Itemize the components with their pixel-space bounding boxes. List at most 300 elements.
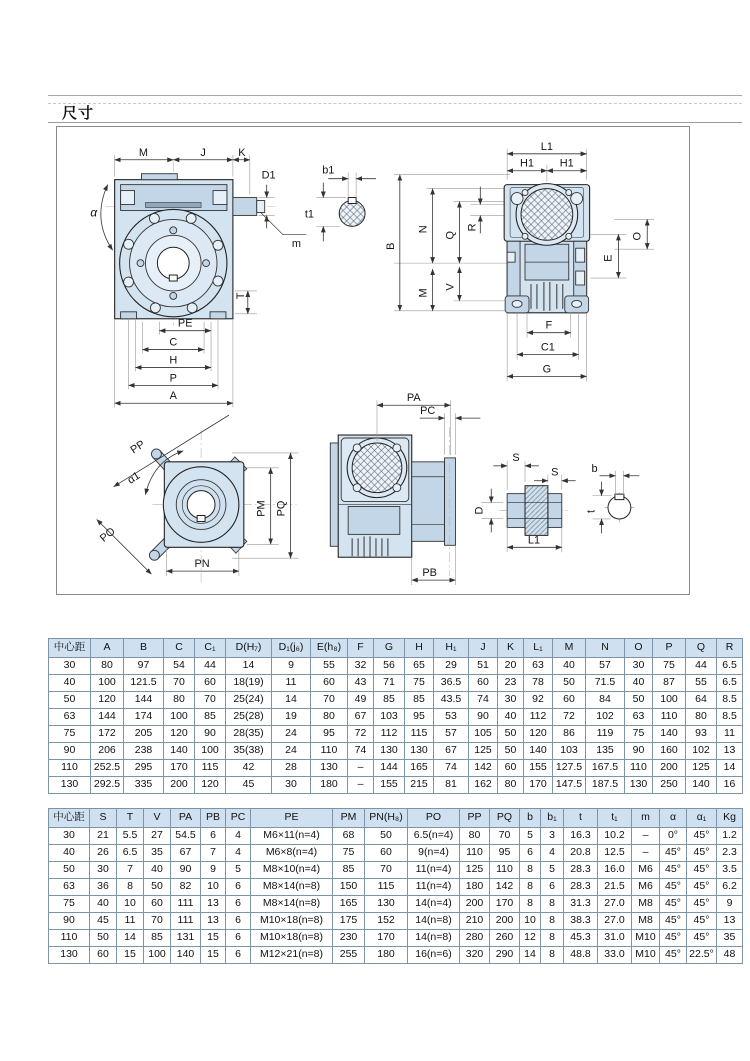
table-cell: – — [632, 828, 660, 845]
table-cell: 295 — [124, 760, 164, 777]
table-cell: 72 — [348, 726, 374, 743]
table-cell: 63 — [49, 879, 90, 896]
column-header: F — [348, 639, 374, 658]
dim-label-b: b — [591, 462, 598, 475]
table-cell: 57 — [434, 726, 469, 743]
table-cell: 45° — [687, 896, 717, 913]
table-cell: 45° — [687, 845, 717, 862]
column-header: α — [660, 809, 687, 828]
height-dimensions — [385, 175, 520, 311]
table-cell: 74 — [348, 743, 374, 760]
keyway-notch — [169, 275, 177, 281]
table-cell: 70 — [365, 862, 408, 879]
table-cell: 120 — [164, 726, 195, 743]
table-cell: 111 — [171, 913, 201, 930]
table-cell: 140 — [171, 947, 201, 964]
table-cell: 11(n=4) — [408, 879, 460, 896]
dim-label-D: D — [473, 506, 486, 515]
column-header: A — [91, 639, 124, 658]
table-cell: 90 — [49, 913, 90, 930]
table-cell: 165 — [405, 760, 434, 777]
column-header: B — [124, 639, 164, 658]
dim-label-Q: Q — [444, 231, 457, 240]
table-cell: 8 — [117, 879, 144, 896]
table-cell: 100 — [195, 743, 226, 760]
table-cell: 60 — [498, 760, 524, 777]
table-cell: 170 — [490, 896, 520, 913]
table-cell: 170 — [365, 930, 408, 947]
table-cell: 60 — [144, 896, 171, 913]
column-header: C — [164, 639, 195, 658]
table-row — [49, 726, 743, 743]
table-cell: 6.5 — [717, 675, 743, 692]
table-cell: 5 — [226, 862, 251, 879]
table-cell: 36 — [90, 879, 117, 896]
table-cell: 42 — [226, 760, 272, 777]
dim-label-L1: L1 — [540, 140, 553, 153]
dim-label-N: N — [417, 225, 430, 234]
table-row — [49, 913, 743, 930]
table-cell: 16.0 — [598, 862, 632, 879]
table-cell: 115 — [365, 879, 408, 896]
table-cell: 24 — [272, 726, 311, 743]
table-cell: 85 — [195, 709, 226, 726]
key-section-circle — [339, 201, 365, 227]
dim-label-PE: PE — [177, 317, 193, 330]
dim-label-t1: t1 — [304, 208, 314, 221]
table-cell: M8 — [632, 896, 660, 913]
table-cell: 22.5° — [687, 947, 717, 964]
table-cell: M10×18(n=8) — [251, 913, 333, 930]
table-cell: 40 — [49, 675, 91, 692]
table-cell: 43 — [348, 675, 374, 692]
table-cell: 120 — [91, 692, 124, 709]
header-rule-dashed — [48, 103, 742, 104]
table-cell: 70 — [164, 675, 195, 692]
table-cell: 8 — [541, 913, 564, 930]
table-cell: 67 — [171, 845, 201, 862]
table-cell: 45° — [687, 828, 717, 845]
column-header: PP — [460, 809, 490, 828]
table-cell: 60 — [90, 947, 117, 964]
table-cell: 0° — [660, 828, 687, 845]
table-cell: M8×14(n=8) — [251, 879, 333, 896]
table-cell: 55 — [311, 658, 348, 675]
column-header: P — [653, 639, 686, 658]
table-cell: 95 — [405, 709, 434, 726]
table-cell: 35 — [717, 930, 743, 947]
table-cell: M6 — [632, 879, 660, 896]
table-cell: 95 — [311, 726, 348, 743]
table-cell: 255 — [333, 947, 365, 964]
table-cell: 15 — [117, 947, 144, 964]
dim-label-A: A — [169, 390, 177, 403]
dim-label-m: m — [291, 238, 302, 251]
table-cell: 48 — [717, 947, 743, 964]
table-cell: 130 — [49, 777, 91, 794]
table-cell: 15 — [201, 947, 226, 964]
table-cell: 63 — [49, 709, 91, 726]
table-cell: 53 — [434, 709, 469, 726]
table-cell: 64 — [686, 692, 717, 709]
dim-label-O: O — [631, 232, 644, 241]
dim-label-C: C — [169, 336, 178, 349]
table-cell: 103 — [374, 709, 405, 726]
table-row — [49, 760, 743, 777]
table-cell: 45° — [660, 896, 687, 913]
table-cell: 31.0 — [598, 930, 632, 947]
table-cell: 8.5 — [717, 709, 743, 726]
table-cell: 38.3 — [564, 913, 598, 930]
table-cell: 155 — [374, 777, 405, 794]
table-cell: 150 — [333, 879, 365, 896]
table-cell: 85 — [333, 862, 365, 879]
dim-label-PQ: PQ — [275, 500, 288, 517]
table-cell: 9(n=4) — [408, 845, 460, 862]
table-row — [49, 828, 743, 845]
column-header: Kg — [717, 809, 743, 828]
table-row — [49, 709, 743, 726]
table-cell: 8 — [520, 862, 541, 879]
table-cell: 44 — [195, 658, 226, 675]
table-cell: 43.5 — [434, 692, 469, 709]
table-cell: 24 — [272, 743, 311, 760]
dim-label-K: K — [238, 146, 246, 159]
column-header: b₁ — [541, 809, 564, 828]
table-cell: 130 — [49, 947, 90, 964]
table-cell: 130 — [365, 896, 408, 913]
table-cell: 95 — [490, 845, 520, 862]
table-cell: 49 — [348, 692, 374, 709]
table-cell: 110 — [311, 743, 348, 760]
table-row — [49, 692, 743, 709]
table-cell: 100 — [164, 709, 195, 726]
table-cell: 71.5 — [586, 675, 625, 692]
table-cell: 30 — [49, 658, 91, 675]
table-cell: 54 — [164, 658, 195, 675]
table-cell: 1.2 — [717, 828, 743, 845]
table-cell: 11 — [272, 675, 311, 692]
table-cell: 200 — [460, 896, 490, 913]
table-cell: 10 — [520, 913, 541, 930]
dim-label-P: P — [169, 372, 177, 385]
table-cell: 14 — [717, 760, 743, 777]
table-cell: 75 — [333, 845, 365, 862]
table-cell: 45.3 — [564, 930, 598, 947]
dim-label-S-left: S — [512, 451, 520, 464]
input-shaft-key-detail — [305, 165, 376, 242]
table-cell: 45° — [660, 845, 687, 862]
table-cell: 112 — [524, 709, 553, 726]
table-cell: 167.5 — [586, 760, 625, 777]
table-cell: 60 — [553, 692, 586, 709]
dim-label-b1: b1 — [322, 164, 335, 177]
table-cell: 144 — [91, 709, 124, 726]
table-row — [49, 658, 743, 675]
table-cell: 8.5 — [717, 692, 743, 709]
table-cell: 30 — [498, 692, 524, 709]
table-cell: 40 — [144, 862, 171, 879]
table-cell: 40 — [90, 896, 117, 913]
table-cell: 30 — [90, 862, 117, 879]
header-row — [49, 639, 743, 658]
table-cell: 120 — [524, 726, 553, 743]
table-cell: 26 — [90, 845, 117, 862]
front-view — [90, 147, 306, 407]
rear-view — [97, 415, 299, 582]
table-cell: 5.5 — [117, 828, 144, 845]
table-cell: 50 — [90, 930, 117, 947]
table-cell: 6 — [520, 845, 541, 862]
table-cell: 14 — [117, 930, 144, 947]
dim-label-PB: PB — [422, 567, 437, 580]
table-cell: M12×21(n=8) — [251, 947, 333, 964]
table-cell: 56 — [374, 658, 405, 675]
table-cell: 180 — [365, 947, 408, 964]
table-cell: 75 — [49, 726, 91, 743]
dim-label-t: t — [585, 510, 598, 514]
table-cell: 35 — [144, 845, 171, 862]
table-cell: 74 — [434, 760, 469, 777]
input-shaft-stub — [233, 198, 257, 216]
table-cell: 200 — [164, 777, 195, 794]
table-row — [49, 879, 743, 896]
table-cell: 6 — [226, 913, 251, 930]
table-cell: 110 — [490, 862, 520, 879]
table-cell: M6×8(n=4) — [251, 845, 333, 862]
table-cell: 135 — [586, 743, 625, 760]
table-cell: 70 — [195, 692, 226, 709]
table-row — [49, 930, 743, 947]
table-cell: 125 — [469, 743, 498, 760]
output-bore — [157, 247, 189, 279]
table-cell: 16.3 — [564, 828, 598, 845]
column-header: t — [564, 809, 598, 828]
column-header: PQ — [490, 809, 520, 828]
table-cell: 10.2 — [598, 828, 632, 845]
column-header: b — [520, 809, 541, 828]
table-cell: M8 — [632, 913, 660, 930]
table-cell: 13 — [717, 913, 743, 930]
table-cell: 20.8 — [564, 845, 598, 862]
table-cell: 102 — [686, 743, 717, 760]
table-cell: 45° — [660, 879, 687, 896]
table-cell: 45° — [660, 862, 687, 879]
dim-label-R: R — [466, 223, 479, 232]
table-cell: 200 — [653, 760, 686, 777]
table-cell: 100 — [653, 692, 686, 709]
table-cell: 23 — [498, 675, 524, 692]
table-cell: 40 — [498, 709, 524, 726]
table-cell: 50 — [498, 743, 524, 760]
table-cell: 60 — [195, 675, 226, 692]
table-row — [49, 896, 743, 913]
table-cell: 8 — [541, 896, 564, 913]
table-cell: 27 — [144, 828, 171, 845]
gearbox-drawings — [57, 127, 689, 594]
table-cell: 75 — [653, 658, 686, 675]
dim-label-E: E — [602, 254, 615, 262]
table-cell: 206 — [91, 743, 124, 760]
table-cell: 67 — [348, 709, 374, 726]
table-cell: 9 — [201, 862, 226, 879]
dim-label-J: J — [200, 146, 206, 159]
table-cell: 67 — [434, 743, 469, 760]
table-cell: 335 — [124, 777, 164, 794]
column-header: D(H₇) — [226, 639, 272, 658]
table-cell: 70 — [144, 913, 171, 930]
table-cell: 142 — [490, 879, 520, 896]
column-header: J — [469, 639, 498, 658]
column-header: m — [632, 809, 660, 828]
table-cell: 30 — [625, 658, 653, 675]
column-header: PN(H₈) — [365, 809, 408, 828]
column-header: H — [405, 639, 434, 658]
table-cell: 130 — [625, 777, 653, 794]
table-cell: 121.5 — [124, 675, 164, 692]
table-cell: 60 — [365, 845, 408, 862]
table-cell: 31.3 — [564, 896, 598, 913]
table-cell: 110 — [653, 709, 686, 726]
table-cell: M10 — [632, 930, 660, 947]
rear-bore — [187, 491, 215, 519]
table-cell: 19 — [272, 709, 311, 726]
table-cell: 45° — [687, 862, 717, 879]
column-header: 中心距 — [49, 639, 91, 658]
table-cell: 75 — [49, 896, 90, 913]
table-cell: 78 — [524, 675, 553, 692]
table-cell: 162 — [469, 777, 498, 794]
table-cell: 4 — [226, 845, 251, 862]
table-cell: 210 — [460, 913, 490, 930]
table-cell: 15 — [201, 930, 226, 947]
table-cell: 28.3 — [564, 862, 598, 879]
column-header: PC — [226, 809, 251, 828]
table-cell: 28 — [272, 760, 311, 777]
table-cell: 115 — [195, 760, 226, 777]
table-cell: 174 — [124, 709, 164, 726]
table-cell: 238 — [124, 743, 164, 760]
table-cell: 40 — [49, 845, 90, 862]
table-cell: 6 — [541, 879, 564, 896]
table-cell: 16 — [717, 777, 743, 794]
table-cell: 63 — [524, 658, 553, 675]
dim-label-H1-right: H1 — [559, 157, 574, 170]
dim-label-PO: PO — [97, 525, 118, 545]
table-cell: 4 — [226, 828, 251, 845]
table-cell: 6 — [226, 879, 251, 896]
table-cell: 8 — [520, 879, 541, 896]
mount-side-view — [330, 392, 503, 585]
table-cell: 5 — [520, 828, 541, 845]
table-cell: 292.5 — [91, 777, 124, 794]
keyway-detail — [586, 463, 640, 534]
table-cell: 57 — [586, 658, 625, 675]
table-cell: 144 — [374, 760, 405, 777]
table-cell: 180 — [311, 777, 348, 794]
table-cell: 45° — [660, 913, 687, 930]
table-cell: 140 — [686, 777, 717, 794]
table-cell: 86 — [553, 726, 586, 743]
table-cell: 28(35) — [226, 726, 272, 743]
column-header: N — [586, 639, 625, 658]
output-cylinder — [412, 462, 445, 541]
table-cell: 110 — [49, 930, 90, 947]
table-cell: 75 — [405, 675, 434, 692]
table-cell: 130 — [405, 743, 434, 760]
table-cell: M10 — [632, 947, 660, 964]
table-cell: 85 — [144, 930, 171, 947]
dim-label-PA: PA — [406, 392, 421, 405]
table-cell: 90 — [469, 709, 498, 726]
table-cell: 320 — [460, 947, 490, 964]
table-cell: 170 — [164, 760, 195, 777]
table-cell: 130 — [311, 760, 348, 777]
table-cell: 7 — [201, 845, 226, 862]
table-cell: – — [632, 845, 660, 862]
table-cell: 3.5 — [717, 862, 743, 879]
table-cell: 90 — [49, 743, 91, 760]
table-cell: M6×11(n=4) — [251, 828, 333, 845]
column-header: L₁ — [524, 639, 553, 658]
technical-drawing-panel — [56, 126, 690, 595]
table-cell: 27.0 — [598, 896, 632, 913]
table-cell: 125 — [460, 862, 490, 879]
table-cell: 50 — [625, 692, 653, 709]
dim-label-PN: PN — [194, 558, 210, 571]
table-cell: 30 — [49, 828, 90, 845]
column-header: C₁ — [195, 639, 226, 658]
table-cell: 102 — [586, 709, 625, 726]
table-cell: 13 — [717, 743, 743, 760]
table-cell: 28.3 — [564, 879, 598, 896]
table-cell: 7 — [117, 862, 144, 879]
table-cell: 50 — [365, 828, 408, 845]
table-cell: 8 — [541, 930, 564, 947]
table-cell: 260 — [490, 930, 520, 947]
table-cell: 13 — [201, 896, 226, 913]
table-cell: M8×14(n=8) — [251, 896, 333, 913]
output-shaft-detail — [493, 452, 575, 552]
table-cell: 115 — [405, 726, 434, 743]
table-cell: 14 — [272, 692, 311, 709]
table-cell: 6.5 — [717, 658, 743, 675]
table-cell: 71 — [374, 675, 405, 692]
table-row — [49, 947, 743, 964]
table-cell: 93 — [686, 726, 717, 743]
table-row — [49, 743, 743, 760]
table-cell: 215 — [405, 777, 434, 794]
table-cell: 63 — [625, 709, 653, 726]
table-cell: 85 — [374, 692, 405, 709]
column-header: t₁ — [598, 809, 632, 828]
table-cell: 25(24) — [226, 692, 272, 709]
table-cell: 45 — [90, 913, 117, 930]
column-header: M — [553, 639, 586, 658]
column-header: H₁ — [434, 639, 469, 658]
table-cell: 6.5(n=4) — [408, 828, 460, 845]
column-header: R — [717, 639, 743, 658]
table-cell: 50 — [144, 879, 171, 896]
dim-label-PM: PM — [255, 500, 268, 517]
table-cell: 130 — [374, 743, 405, 760]
dim-label-B: B — [384, 242, 397, 250]
column-header: E(h₈) — [311, 639, 348, 658]
table-cell: 155 — [524, 760, 553, 777]
table-cell: 110 — [49, 760, 91, 777]
table-cell: 110 — [625, 760, 653, 777]
column-header: O — [625, 639, 653, 658]
